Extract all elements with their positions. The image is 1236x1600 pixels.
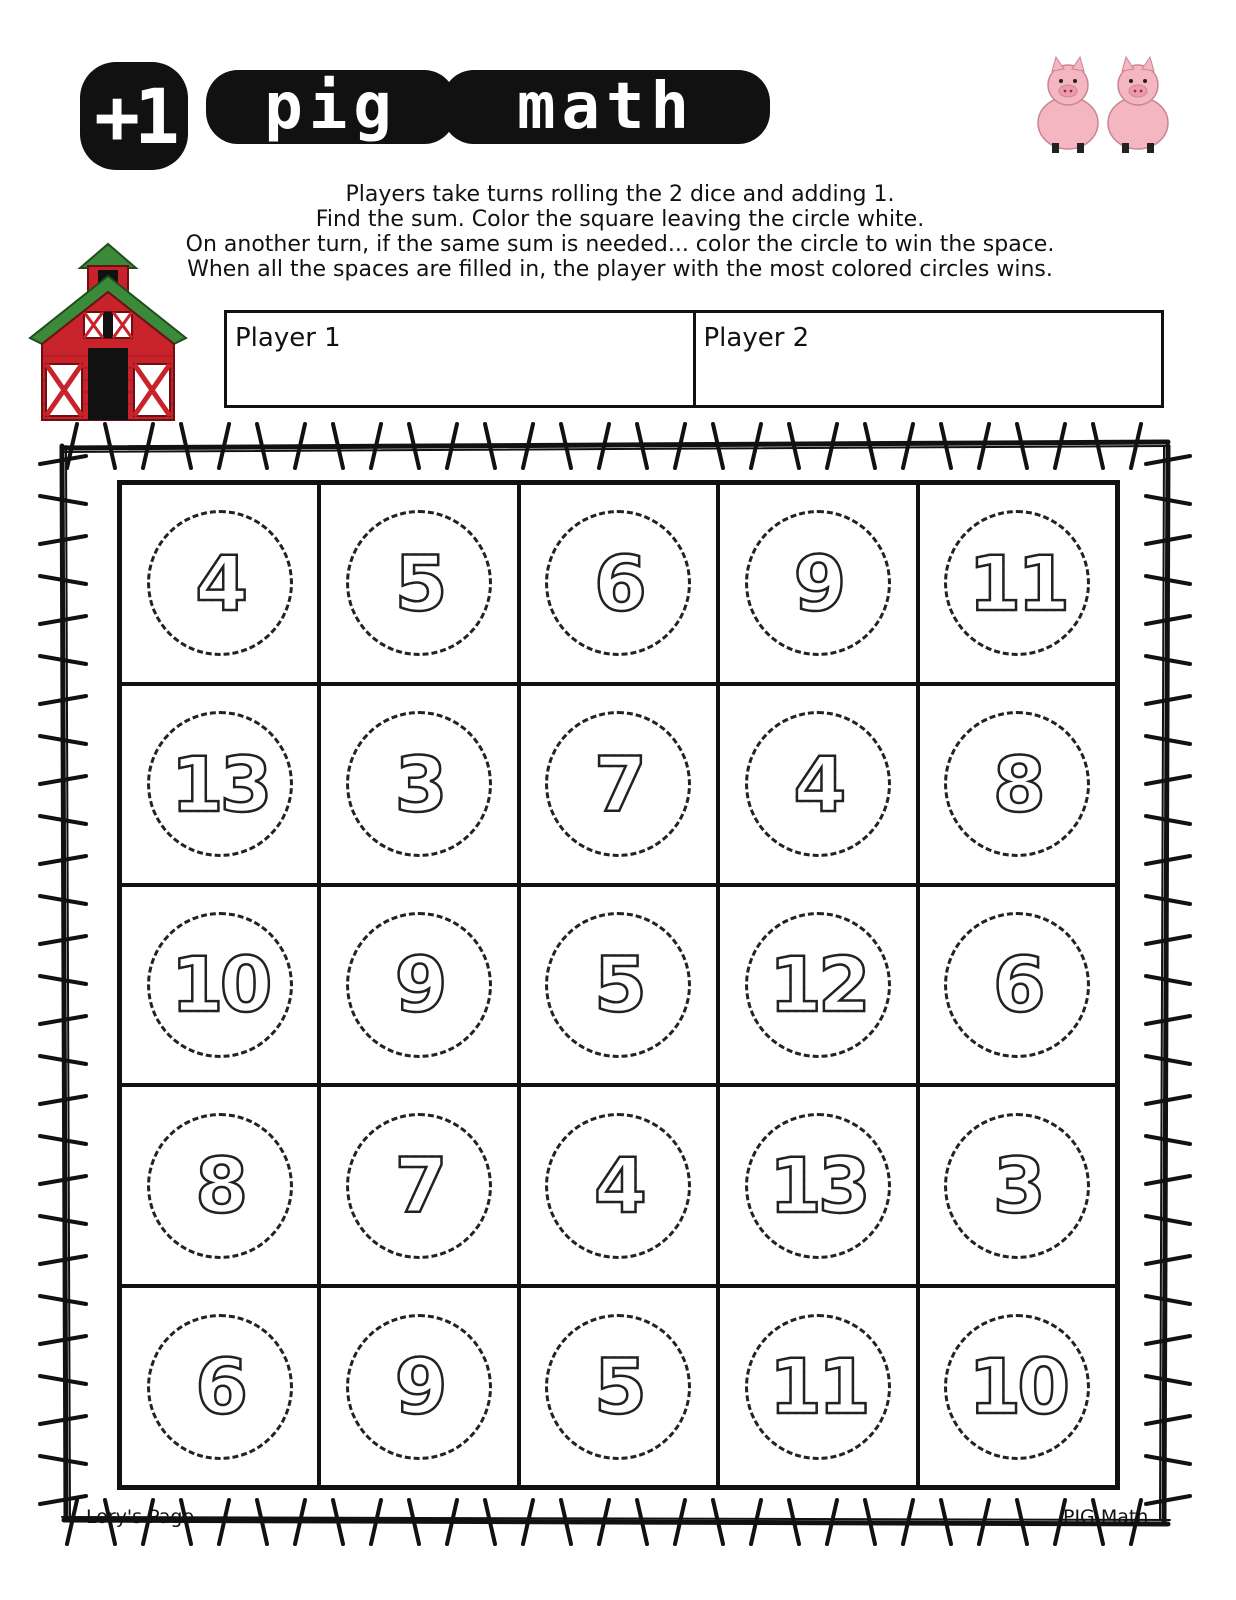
board-square[interactable]	[718, 684, 917, 885]
sum-number: 11	[769, 1342, 867, 1432]
sum-number: 12	[769, 940, 867, 1030]
dashed-circle[interactable]	[545, 1113, 691, 1259]
board-square[interactable]	[519, 1286, 718, 1487]
sum-number: 8	[992, 739, 1042, 829]
sum-number: 13	[170, 739, 269, 829]
sum-number: 6	[594, 538, 643, 628]
dashed-circle[interactable]	[944, 510, 1090, 656]
title-word-math-text: math	[516, 70, 696, 144]
sum-number: 11	[968, 538, 1067, 628]
dashed-circle[interactable]	[147, 1113, 293, 1259]
dashed-circle[interactable]	[346, 912, 492, 1058]
board-square[interactable]	[120, 483, 319, 684]
board-square[interactable]	[319, 1085, 518, 1286]
sum-number: 5	[594, 940, 643, 1030]
sum-number: 9	[394, 940, 444, 1030]
sum-number: 7	[394, 1141, 444, 1231]
dashed-circle[interactable]	[745, 711, 891, 857]
dashed-circle[interactable]	[346, 711, 492, 857]
sum-number: 9	[394, 1342, 444, 1432]
instruction-line: On another turn, if the same sum is needed... color the circle to win the space.	[185, 232, 1055, 257]
board-square[interactable]	[718, 885, 917, 1086]
dashed-circle[interactable]	[147, 912, 293, 1058]
instruction-line: Find the sum. Color the square leaving the circle white.	[315, 207, 925, 232]
dashed-circle[interactable]	[745, 510, 891, 656]
board-square[interactable]	[519, 1085, 718, 1286]
board-square[interactable]	[718, 1286, 917, 1487]
sum-number: 3	[992, 1141, 1042, 1231]
board-square[interactable]	[120, 1286, 319, 1487]
dashed-circle[interactable]	[944, 711, 1090, 857]
instruction-line: Players take turns rolling the 2 dice and adding 1.	[345, 182, 895, 207]
board-square[interactable]	[918, 684, 1117, 885]
board-square[interactable]	[120, 885, 319, 1086]
dashed-circle[interactable]	[745, 1113, 891, 1259]
board-square[interactable]	[918, 1085, 1117, 1286]
sum-number: 5	[594, 1342, 643, 1432]
dashed-circle[interactable]	[745, 912, 891, 1058]
board-square[interactable]	[718, 1085, 917, 1286]
dashed-circle[interactable]	[147, 510, 293, 656]
sum-number: 7	[594, 739, 643, 829]
dashed-circle[interactable]	[944, 912, 1090, 1058]
sum-number: 10	[968, 1342, 1067, 1432]
board-square[interactable]	[519, 483, 718, 684]
title-plus-one-text: +1	[94, 71, 174, 161]
title-word-pig-text: pig	[264, 70, 398, 144]
sum-number: 6	[195, 1342, 245, 1432]
sum-number: 8	[195, 1141, 245, 1231]
board-square[interactable]	[918, 483, 1117, 684]
footer-credit: Lory's Page	[86, 1506, 195, 1528]
sum-number: 6	[992, 940, 1042, 1030]
board-square[interactable]	[918, 1286, 1117, 1487]
dashed-circle[interactable]	[346, 1113, 492, 1259]
sum-number: 3	[394, 739, 444, 829]
sum-number: 9	[793, 538, 843, 628]
sum-number: 4	[195, 538, 245, 628]
sum-number: 5	[394, 538, 444, 628]
board-square[interactable]	[120, 684, 319, 885]
dashed-circle[interactable]	[346, 510, 492, 656]
sum-number: 13	[769, 1141, 867, 1231]
dashed-circle[interactable]	[944, 1113, 1090, 1259]
board-square[interactable]	[519, 885, 718, 1086]
board-square[interactable]	[319, 885, 518, 1086]
dashed-circle[interactable]	[346, 1314, 492, 1460]
dashed-circle[interactable]	[147, 711, 293, 857]
board-square[interactable]	[718, 483, 917, 684]
game-board	[117, 480, 1120, 1490]
dashed-circle[interactable]	[545, 912, 691, 1058]
board-square[interactable]	[319, 684, 518, 885]
board-square[interactable]	[319, 1286, 518, 1487]
dashed-circle[interactable]	[545, 510, 691, 656]
dashed-circle[interactable]	[545, 1314, 691, 1460]
dashed-circle[interactable]	[944, 1314, 1090, 1460]
player1-label: Player 1	[235, 323, 341, 353]
dashed-circle[interactable]	[147, 1314, 293, 1460]
sum-number: 4	[793, 739, 843, 829]
board-square[interactable]	[120, 1085, 319, 1286]
sum-number: 10	[170, 940, 269, 1030]
player2-label: Player 2	[703, 323, 810, 353]
board-square[interactable]	[918, 885, 1117, 1086]
footer-title: PIG Math	[1063, 1506, 1149, 1528]
board-square[interactable]	[319, 483, 518, 684]
board-square[interactable]	[519, 684, 718, 885]
dashed-circle[interactable]	[745, 1314, 891, 1460]
sum-number: 4	[594, 1141, 643, 1231]
instruction-line: When all the spaces are filled in, the player with the most colored circles wins.	[187, 257, 1053, 282]
dashed-circle[interactable]	[545, 711, 691, 857]
